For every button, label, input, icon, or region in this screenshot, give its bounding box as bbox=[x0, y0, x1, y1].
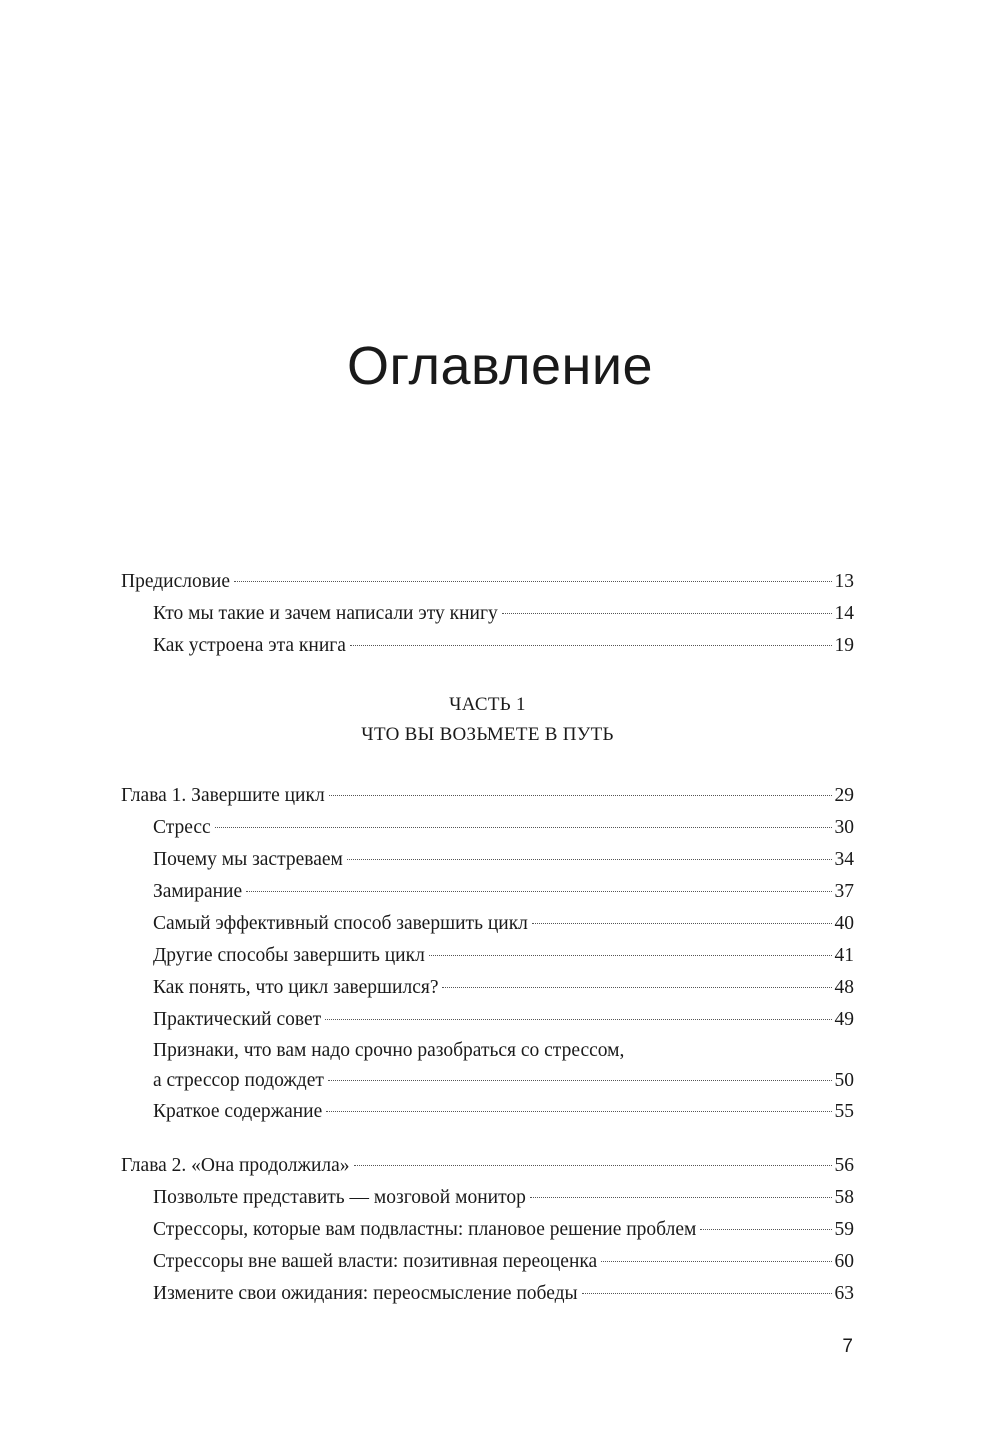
dot-leader bbox=[347, 859, 832, 860]
toc-entry-title: Измените свои ожидания: переосмысление победы bbox=[153, 1283, 578, 1304]
dot-leader bbox=[532, 923, 832, 924]
toc-page-number: 41 bbox=[834, 945, 854, 966]
toc-entry-title: Другие способы завершить цикл bbox=[153, 945, 425, 966]
toc-page-number: 13 bbox=[834, 571, 854, 592]
dot-leader bbox=[325, 1019, 831, 1020]
toc-entry-title: Как устроена эта книга bbox=[153, 635, 346, 656]
toc-entry-preface[interactable] bbox=[121, 566, 854, 598]
dot-leader bbox=[700, 1229, 831, 1230]
toc-entry-title: Позвольте представить — мозговой монитор bbox=[153, 1187, 526, 1208]
toc-page-number: 14 bbox=[834, 603, 854, 624]
dot-leader bbox=[328, 1080, 832, 1081]
dot-leader bbox=[329, 795, 832, 796]
toc-entry-title: Самый эффективный способ завершить цикл bbox=[153, 913, 528, 934]
part-subtitle: ЧТО ВЫ ВОЗЬМЕТЕ В ПУТЬ bbox=[361, 724, 614, 745]
toc-subentry[interactable] bbox=[121, 1004, 854, 1036]
toc-page-number: 63 bbox=[834, 1283, 854, 1304]
toc-entry-title: Стрессоры вне вашей власти: позитивная переоценка bbox=[153, 1251, 598, 1272]
dot-leader bbox=[326, 1111, 831, 1112]
toc-entry-title: Краткое содержание bbox=[153, 1101, 323, 1122]
toc-page-number: 59 bbox=[834, 1219, 854, 1240]
page-title: Оглавление bbox=[346, 336, 654, 396]
dot-leader bbox=[354, 1165, 832, 1166]
toc-subentry[interactable] bbox=[121, 812, 854, 844]
dot-leader bbox=[530, 1197, 832, 1198]
toc-entry-chapter-1[interactable] bbox=[121, 780, 854, 812]
toc-entry-title: Как понять, что цикл завершился? bbox=[153, 977, 439, 998]
toc-entry-chapter-2[interactable] bbox=[121, 1150, 854, 1182]
toc-entry-title: Стресс bbox=[153, 817, 211, 838]
toc-entry-title: Практический совет bbox=[153, 1009, 322, 1030]
toc-entry-title: Кто мы такие и зачем написали эту книгу bbox=[153, 603, 498, 624]
toc-entry-title: Стрессоры, которые вам подвластны: плановое решение проблем bbox=[153, 1219, 697, 1240]
toc-entry-title-line1: Признаки, что вам надо срочно разобраться со стрессом, bbox=[153, 1040, 625, 1061]
toc-subentry[interactable] bbox=[121, 1278, 854, 1310]
part-number: ЧАСТЬ 1 bbox=[449, 694, 526, 715]
toc-page-number: 55 bbox=[834, 1101, 854, 1122]
toc-page-number: 37 bbox=[834, 881, 854, 902]
toc-subentry[interactable] bbox=[121, 1214, 854, 1246]
toc-subentry-multiline[interactable] bbox=[121, 1036, 854, 1096]
toc-page-number: 60 bbox=[834, 1251, 854, 1272]
toc-subentry[interactable] bbox=[121, 876, 854, 908]
toc-subentry[interactable] bbox=[121, 940, 854, 972]
toc-page-number: 29 bbox=[834, 785, 854, 806]
toc-page-number: 19 bbox=[834, 635, 854, 656]
dot-leader bbox=[429, 955, 832, 956]
part-heading bbox=[121, 690, 854, 750]
toc-entry-title: Замирание bbox=[153, 881, 243, 902]
toc-entry-title: Глава 2. «Она продолжила» bbox=[121, 1155, 350, 1176]
toc-entry-title: Предисловие bbox=[121, 571, 231, 592]
toc-page-number: 34 bbox=[834, 849, 854, 870]
toc-entry-title: Почему мы застреваем bbox=[153, 849, 343, 870]
dot-leader bbox=[442, 987, 831, 988]
toc-subentry[interactable] bbox=[121, 1182, 854, 1214]
toc-page-number: 56 bbox=[834, 1155, 854, 1176]
dot-leader bbox=[601, 1261, 831, 1262]
toc-subentry[interactable] bbox=[121, 630, 854, 662]
toc-subentry[interactable] bbox=[121, 598, 854, 630]
toc-entry-title: Глава 1. Завершите цикл bbox=[121, 785, 325, 806]
toc-page-number: 50 bbox=[834, 1070, 854, 1091]
toc-subentry[interactable] bbox=[121, 844, 854, 876]
toc-subentry[interactable] bbox=[121, 908, 854, 940]
toc-page-number: 48 bbox=[834, 977, 854, 998]
dot-leader bbox=[215, 827, 832, 828]
toc-entry-title-line2: а стрессор подождет bbox=[153, 1070, 324, 1091]
toc-page-number: 58 bbox=[834, 1187, 854, 1208]
page-number: 7 bbox=[842, 1336, 853, 1357]
dot-leader bbox=[234, 581, 831, 582]
toc-subentry[interactable] bbox=[121, 1246, 854, 1278]
dot-leader bbox=[582, 1293, 832, 1294]
toc-page-number: 49 bbox=[834, 1009, 854, 1030]
toc-subentry[interactable] bbox=[121, 1096, 854, 1128]
dot-leader bbox=[246, 891, 831, 892]
dot-leader bbox=[350, 645, 832, 646]
toc-page-number: 30 bbox=[834, 817, 854, 838]
table-of-contents bbox=[121, 566, 854, 1310]
toc-page-number: 40 bbox=[834, 913, 854, 934]
toc-subentry[interactable] bbox=[121, 972, 854, 1004]
dot-leader bbox=[502, 613, 832, 614]
